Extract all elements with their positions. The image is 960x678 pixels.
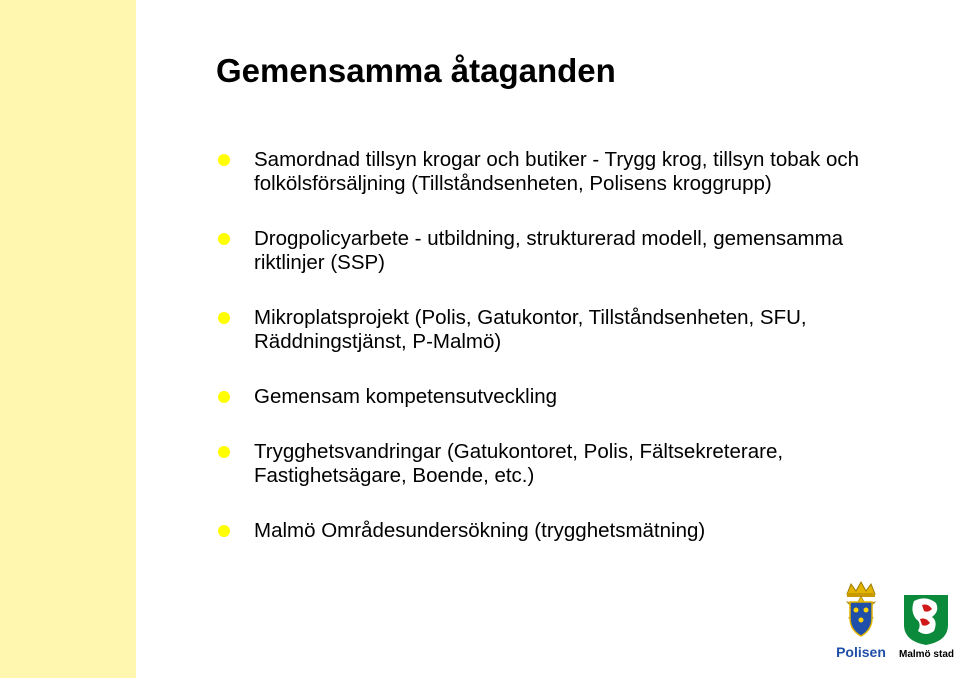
bullet-dot-icon — [218, 525, 230, 537]
bullet-item — [216, 385, 916, 409]
bullet-text: Malmö Områdesundersökning (trygghetsmätning) — [254, 519, 706, 542]
bullet-dot-icon — [218, 233, 230, 245]
bullet-dot-icon — [218, 154, 230, 166]
bullet-text: Mikroplatsprojekt (Polis, Gatukontor, Tillståndsenheten, SFU, Räddningstjänst, P-Malmö) — [254, 306, 807, 353]
malmo-griffin-icon — [900, 591, 952, 647]
malmo-logo-text: Malmö stad — [898, 649, 954, 660]
bullet-item — [216, 148, 916, 196]
bullet-text: Drogpolicyarbete - utbildning, strukturerad modell, gemensamma riktlinjer (SSP) — [254, 227, 844, 274]
polisen-logo-text: Polisen — [836, 644, 886, 660]
bullet-item — [216, 227, 916, 275]
bullet-dot-icon — [218, 312, 230, 324]
bullet-text: Gemensam kompetensutveckling — [254, 385, 558, 408]
logo-area — [835, 578, 954, 660]
polisen-logo — [835, 580, 887, 660]
bullet-dot-icon — [218, 446, 230, 458]
bullet-text: Samordnad tillsyn krogar och butiker - Trygg krog, tillsyn tobak och folkölsförsäljning (Tillståndsenheten, Polisens kroggrupp) — [254, 148, 860, 195]
bullet-item — [216, 306, 916, 354]
bullet-dot-icon — [218, 391, 230, 403]
bullet-list — [216, 148, 916, 574]
police-crest-icon — [835, 580, 887, 642]
bullet-item — [216, 440, 916, 488]
bullet-item — [216, 519, 916, 543]
bullet-text: Trygghetsvandringar (Gatukontoret, Polis, Fältsekreterare, Fastighetsägare, Boende, etc.) — [254, 440, 784, 487]
malmo-stad-logo — [899, 591, 954, 660]
left-color-band — [0, 0, 136, 678]
slide-title: Gemensamma åtaganden — [216, 52, 616, 89]
